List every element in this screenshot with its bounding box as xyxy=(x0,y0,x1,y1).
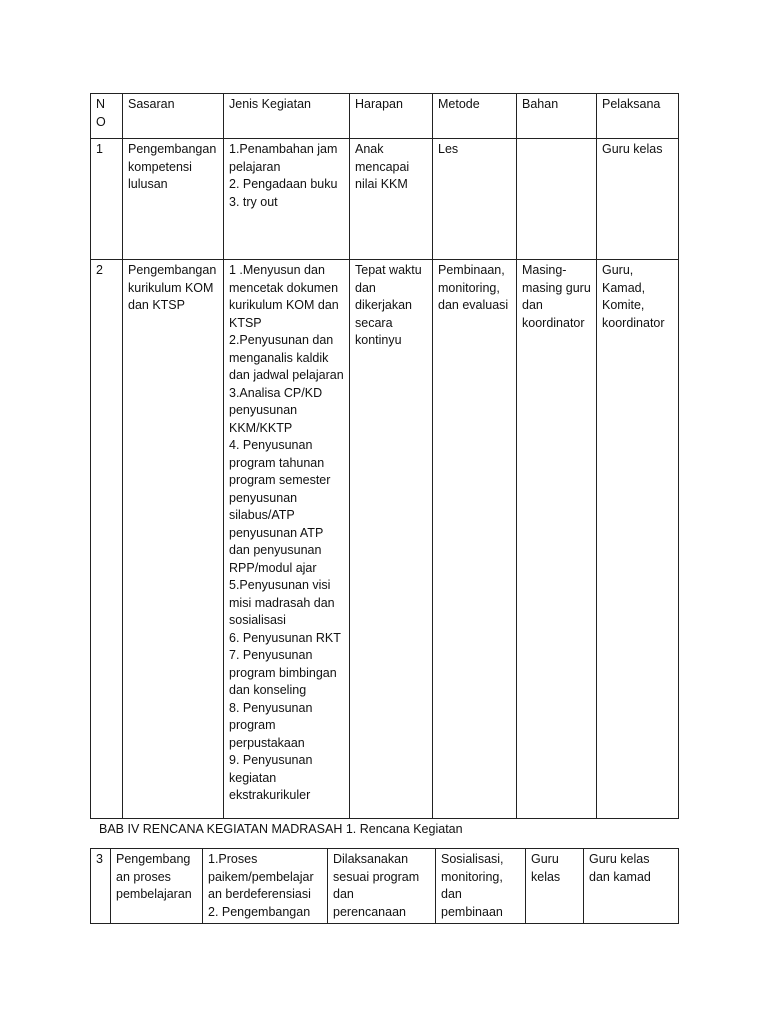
row-harapan: Dilaksanakan sesuai program dan perencanaan xyxy=(328,849,436,924)
row-no: 3 xyxy=(91,849,111,924)
table-row xyxy=(91,139,679,260)
row-pelaksana: Guru kelas dan kamad xyxy=(584,849,679,924)
row-bahan: Guru kelas xyxy=(526,849,584,924)
activity-item: 9. Penyusunan kegiatan ekstrakurikuler xyxy=(229,753,313,802)
activity-item: 2. Pengembangan xyxy=(208,904,311,919)
activity-item: 2. Pengadaan buku xyxy=(229,177,338,191)
page-caption: BAB IV RENCANA KEGIATAN MADRASAH 1. Rencana Kegiatan xyxy=(99,822,463,836)
row-harapan: Anak mencapai nilai KKM xyxy=(350,139,433,260)
activity-item: 2.Penyusunan dan menganalis kaldik dan jadwal pelajaran xyxy=(229,333,344,382)
row-metode: Les xyxy=(433,139,517,260)
row-harapan: Tepat waktu dan dikerjakan secara kontinyu xyxy=(350,260,433,819)
row-sasaran: Pengembangan kompetensi lulusan xyxy=(123,139,224,260)
activity-item: 7. Penyusunan program bimbingan dan konseling xyxy=(229,648,337,697)
activity-item: 8. Penyusunan program perpustakaan xyxy=(229,700,313,750)
table-row xyxy=(91,260,679,819)
row-bahan: Masing-masing guru dan koordinator xyxy=(517,260,597,819)
header-metode: Metode xyxy=(433,94,517,139)
table-row xyxy=(91,849,679,924)
header-no: N O xyxy=(91,94,123,139)
activity-item: 6. Penyusunan RKT xyxy=(229,630,341,645)
activity-item: 1.Proses paikem/pembelajar an berdeferensiasi xyxy=(208,852,314,901)
header-pelaksana: Pelaksana xyxy=(597,94,679,139)
activity-table-1 xyxy=(90,93,679,819)
row-sasaran: Pengembangan kurikulum KOM dan KTSP xyxy=(123,260,224,819)
row-no: 2 xyxy=(91,260,123,819)
header-harapan: Harapan xyxy=(350,94,433,139)
activity-item: 1 .Menyusun dan mencetak dokumen kurikulum KOM dan KTSP xyxy=(229,263,339,330)
activity-item: 3. try out xyxy=(229,194,278,209)
activity-item: 4. Penyusunan program tahunan program semester penyusunan silabus/ATP penyusunan ATP dan penyusunan RPP/modul ajar xyxy=(229,438,331,575)
row-metode: Pembinaan, monitoring, dan evaluasi xyxy=(433,260,517,819)
row-metode: Sosialisasi, monitoring, dan pembinaan xyxy=(436,849,526,924)
row-jenis-kegiatan xyxy=(203,849,328,924)
row-bahan xyxy=(517,139,597,260)
activity-item: 5.Penyusunan visi misi madrasah dan sosialisasi xyxy=(229,578,335,627)
row-pelaksana: Guru kelas xyxy=(597,139,679,260)
activity-item: 1.Penambahan jam pelajaran xyxy=(229,142,338,174)
table-header-row xyxy=(91,94,679,139)
row-pelaksana: Guru, Kamad, Komite, koordinator xyxy=(597,260,679,819)
row-sasaran: Pengembang an proses pembelajaran xyxy=(111,849,203,924)
activity-item: 3.Analisa CP/KD penyusunan KKM/KKTP xyxy=(229,385,323,435)
row-no: 1 xyxy=(91,139,123,260)
header-bahan: Bahan xyxy=(517,94,597,139)
header-jenis-kegiatan: Jenis Kegiatan xyxy=(224,94,350,139)
row-jenis-kegiatan xyxy=(224,260,350,819)
header-sasaran: Sasaran xyxy=(123,94,224,139)
row-jenis-kegiatan xyxy=(224,139,350,260)
activity-table-2 xyxy=(90,848,679,924)
